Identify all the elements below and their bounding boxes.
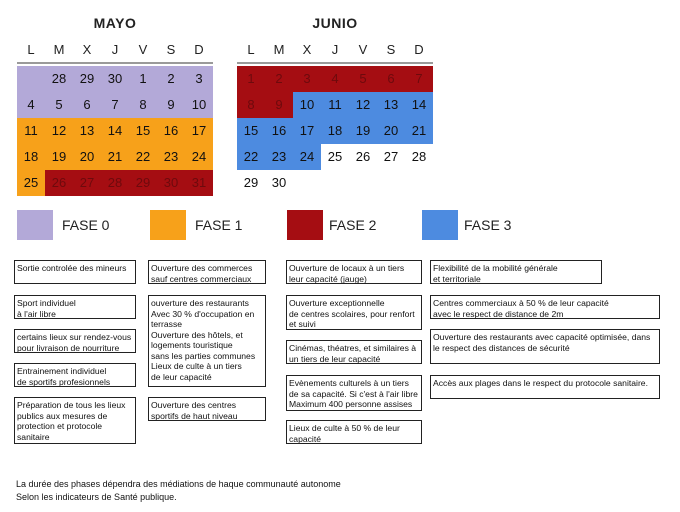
measure-box-fase1: Ouverture des centres sportifs de haut niveau: [148, 397, 266, 421]
mayo-day-cell: 30: [157, 170, 185, 196]
mayo-day-cell: 23: [157, 144, 185, 170]
junio-day-cell: 20: [377, 118, 405, 144]
junio-day-cell: 8: [237, 92, 265, 118]
junio-day-cell: 18: [321, 118, 349, 144]
mayo-day-cell: 21: [101, 144, 129, 170]
mayo-day-cell: 6: [73, 92, 101, 118]
mayo-day-cell: 11: [17, 118, 45, 144]
measure-box-fase2: Ouverture de locaux à un tiers leur capacité (jauge): [286, 260, 422, 284]
month-title-mayo: MAYO: [93, 15, 137, 31]
mayo-day-cell: 12: [45, 118, 73, 144]
mayo-day-cell: 16: [157, 118, 185, 144]
mayo-day-cell: 17: [185, 118, 213, 144]
mayo-day-cell: 30: [101, 66, 129, 92]
mayo-day-cell: 28: [45, 66, 73, 92]
junio-day-cell: 9: [265, 92, 293, 118]
mayo-weekday-header: D: [194, 42, 204, 57]
legend-label-fase3: FASE 3: [464, 217, 512, 233]
measure-box-fase1: Ouverture des commerces sauf centres commerciaux: [148, 260, 266, 284]
mayo-day-cell: 18: [17, 144, 45, 170]
junio-header-rule: [237, 62, 433, 64]
junio-day-cell: 21: [405, 118, 433, 144]
mayo-day-cell: 26: [45, 170, 73, 196]
measure-box-fase3: Accès aux plages dans le respect du protocole sanitaire.: [430, 375, 660, 399]
junio-day-cell: 30: [271, 175, 287, 190]
mayo-day-cell: 29: [73, 66, 101, 92]
junio-day-cell: 2: [265, 66, 293, 92]
measure-box-fase0: Sortie controlée des mineurs: [14, 260, 136, 284]
mayo-day-cell: 8: [129, 92, 157, 118]
junio-day-cell: 22: [237, 144, 265, 170]
junio-day-cell: 27: [383, 149, 399, 164]
junio-day-cell: 15: [237, 118, 265, 144]
junio-weekday-header: M: [273, 42, 285, 57]
mayo-day-cell: 19: [45, 144, 73, 170]
junio-weekday-header: J: [331, 42, 339, 57]
junio-day-cell: 29: [243, 175, 259, 190]
mayo-day-cell: 2: [157, 66, 185, 92]
measure-box-fase2: Evènements culturels à un tiers de sa capacité. Si c'est à l'air libre Maximum 400 personne assises: [286, 375, 422, 411]
mayo-day-cell: 3: [185, 66, 213, 92]
mayo-day-cell: 25: [17, 170, 45, 196]
measure-box-fase3: Ouverture des restaurants avec capacité optimisée, dans le respect des distances de sécurité: [430, 329, 660, 364]
mayo-day-cell: 1: [129, 66, 157, 92]
junio-day-cell: 11: [321, 92, 349, 118]
junio-day-cell: 12: [349, 92, 377, 118]
mayo-day-cell: 13: [73, 118, 101, 144]
mayo-day-cell: 20: [73, 144, 101, 170]
mayo-day-cell: 10: [185, 92, 213, 118]
junio-weekday-header: V: [358, 42, 368, 57]
junio-day-cell: 19: [349, 118, 377, 144]
junio-day-cell: 7: [405, 66, 433, 92]
mayo-day-cell: 22: [129, 144, 157, 170]
junio-day-cell: 13: [377, 92, 405, 118]
mayo-day-cell: 9: [157, 92, 185, 118]
mayo-weekday-header: X: [82, 42, 92, 57]
junio-day-cell: 14: [405, 92, 433, 118]
legend-swatch-fase0: [17, 210, 53, 240]
junio-day-cell: 24: [293, 144, 321, 170]
mayo-day-cell: 31: [185, 170, 213, 196]
mayo-weekday-header: S: [166, 42, 176, 57]
measure-box-fase2: Ouverture exceptionnelle de centres scolaires, pour renfort et suivi: [286, 295, 422, 330]
legend-label-fase0: FASE 0: [62, 217, 110, 233]
junio-day-cell: 4: [321, 66, 349, 92]
mayo-day-cell: 4: [17, 92, 45, 118]
legend-label-fase2: FASE 2: [329, 217, 377, 233]
calendar-mayo: [17, 40, 213, 196]
junio-day-cell: 17: [293, 118, 321, 144]
mayo-day-cell: 5: [45, 92, 73, 118]
measure-box-fase0: Préparation de tous les lieux publics aux mesures de protection et protocole sanitaire: [14, 397, 136, 444]
measure-box-fase3: Flexibilité de la mobilité générale et territoriale: [430, 260, 602, 284]
mayo-weekday-header: M: [53, 42, 65, 57]
footnote-line-2: Selon les indicateurs de Santé publique.: [16, 492, 177, 502]
measure-box-fase2: Cinémas, théatres, et similaires à un tiers de leur capacité: [286, 340, 422, 364]
measure-box-fase3: Centres commerciaux à 50 % de leur capacité avec le respect de distance de 2m: [430, 295, 660, 319]
junio-day-cell: 26: [355, 149, 371, 164]
mayo-weekday-header: L: [27, 42, 35, 57]
junio-day-cell: 3: [293, 66, 321, 92]
mayo-day-cell: 7: [101, 92, 129, 118]
legend-label-fase1: FASE 1: [195, 217, 243, 233]
measure-box-fase0: Sport individuel à l'air libre: [14, 295, 136, 319]
legend-swatch-fase2: [287, 210, 323, 240]
junio-weekday-header: D: [414, 42, 424, 57]
mayo-day-cell: 27: [73, 170, 101, 196]
junio-day-cell: 5: [349, 66, 377, 92]
mayo-day-cell: 15: [129, 118, 157, 144]
mayo-day-cell: 14: [101, 118, 129, 144]
measure-box-fase0: Entrainement individuel de sportifs profesionnels: [14, 363, 136, 387]
calendar-junio: [237, 40, 433, 196]
footnote-line-1: La durée des phases dépendra des médiations de haque communauté autonome: [16, 479, 341, 489]
measure-box-fase0: certains lieux sur rendez-vous pour livraison de nourriture: [14, 329, 136, 353]
mayo-day-cell: 29: [129, 170, 157, 196]
mayo-weekday-header: V: [138, 42, 148, 57]
junio-day-cell: 23: [265, 144, 293, 170]
junio-weekday-header: L: [247, 42, 255, 57]
mayo-header-rule: [17, 62, 213, 64]
legend-swatch-fase3: [422, 210, 458, 240]
junio-day-cell: 10: [293, 92, 321, 118]
mayo-day-cell: 28: [101, 170, 129, 196]
junio-day-cell: 16: [265, 118, 293, 144]
junio-day-cell: 1: [237, 66, 265, 92]
mayo-day-cell: 24: [185, 144, 213, 170]
junio-weekday-header: X: [302, 42, 312, 57]
junio-weekday-header: S: [386, 42, 396, 57]
month-title-junio: JUNIO: [312, 15, 358, 31]
junio-day-cell: 25: [327, 149, 343, 164]
mayo-weekday-header: J: [111, 42, 119, 57]
measure-box-fase2: Lieux de culte à 50 % de leur capacité: [286, 420, 422, 444]
legend-swatch-fase1: [150, 210, 186, 240]
mayo-day-cell: [17, 66, 45, 92]
measure-box-fase1: ouverture des restaurants Avec 30 % d'occupation en terrasse Ouverture des hôtels, et logements touristique sans les parties communes Lieux de culte à un tiers de leur capacité: [148, 295, 266, 387]
junio-day-cell: 28: [411, 149, 427, 164]
junio-day-cell: 6: [377, 66, 405, 92]
